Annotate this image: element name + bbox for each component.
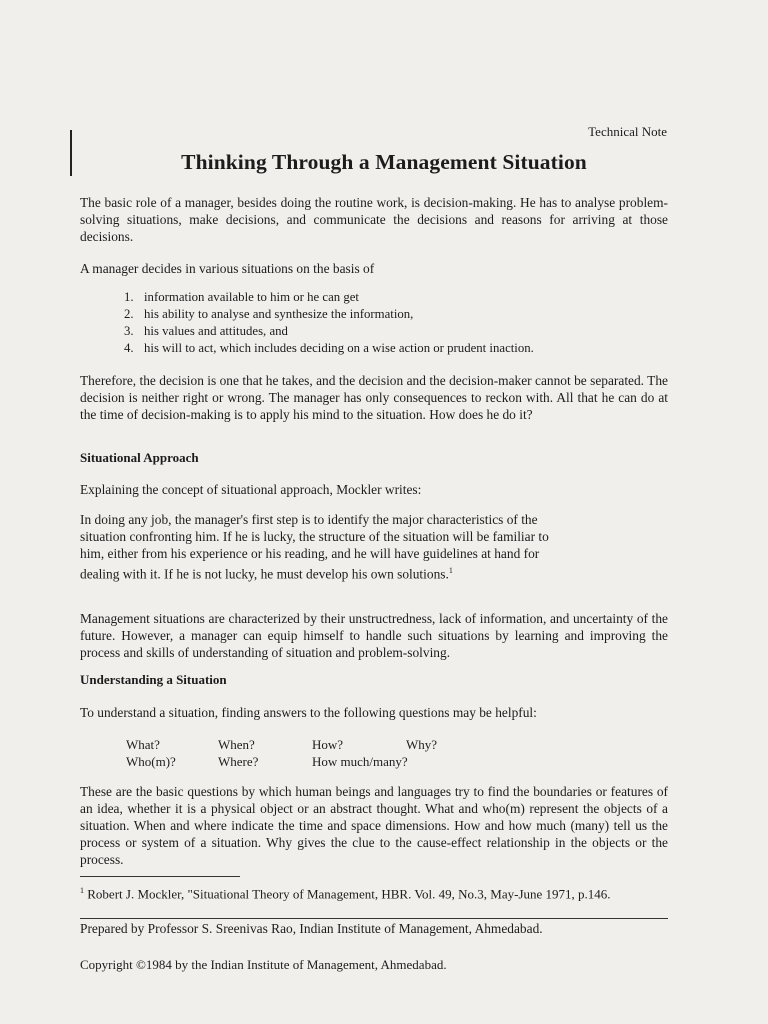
question: When? (218, 737, 255, 752)
basis-lead: A manager decides in various situations on the basis of (80, 261, 375, 276)
understanding-lead: To understand a situation, finding answers to the following questions may be helpful: (80, 705, 537, 720)
bottom-divider (80, 918, 668, 919)
questions-row (126, 736, 526, 753)
list-item: 1. information available to him or he can get (124, 290, 359, 304)
copyright: Copyright ©1984 by the Indian Institute of Management, Ahmedabad. (80, 957, 447, 972)
question: Why? (406, 737, 438, 752)
understanding-situation-heading: Understanding a Situation (80, 672, 227, 687)
mockler-lead: Explaining the concept of situational approach, Mockler writes: (80, 482, 422, 497)
footnote: $^1$ Robert J. Mockler, "Situational Theory of Management, HBR. Vol. 49, No.3, May-June 1971, p.146. (80, 886, 611, 902)
basis-list (124, 289, 534, 357)
question: Where? (218, 754, 259, 769)
list-item: 3. his values and attitudes, and (124, 324, 288, 338)
questions-grid (126, 736, 526, 770)
mockler-quote: In doing any job, the manager's first step is to identify the major characteristics of the situation confronting him. If he is lucky, the structure of the situation will be familiar to him, either from his experience or his reading, and he will have guidelines at hand for dealing with it. If he is not lucky, he must develop his own solutions.$^1$ (80, 512, 549, 582)
question: Who(m)? (126, 754, 176, 769)
question: How? (312, 737, 344, 752)
list-item: 4. his will to act, which includes deciding on a wise action or prudent inaction. (124, 341, 534, 355)
question: How much/many? (312, 754, 408, 769)
footnote-divider (80, 876, 240, 877)
list-item: 2. his ability to analyse and synthesize the information, (124, 307, 414, 321)
questions-row (126, 753, 526, 770)
intro-paragraph: The basic role of a manager, besides doing the routine work, is decision-making. He has to analyse problem-solving situations, make decisions, and communicate the decisions and reasons for arriving at those decisions. (80, 195, 668, 244)
basic-questions-paragraph: These are the basic questions by which human beings and languages try to find the boundaries or features of an idea, whether it is a physical object or an abstract thought. What and who(m) represent the objects of a situation. When and where indicate the time and space dimensions. How and how much (many) tell us the process or system of a situation. Why gives the clue to the cause-effect relationship in the objects or the process. (80, 784, 668, 867)
technical-note-label: Technical Note (588, 124, 667, 139)
situational-approach-heading: Situational Approach (80, 450, 199, 465)
prepared-by: Prepared by Professor S. Sreenivas Rao, Indian Institute of Management, Ahmedabad. (80, 921, 543, 936)
footnote-ref: 1 (448, 566, 453, 575)
management-situations-paragraph: Management situations are characterized by their unstructredness, lack of information, and uncertainty of the future. However, a manager can equip himself to handle such situations by learning and improving the process and skills of understanding of situation and problem-solving. (80, 611, 668, 660)
document-title: Thinking Through a Management Situation (181, 150, 587, 174)
therefore-paragraph: Therefore, the decision is one that he takes, and the decision and the decision-maker cannot be separated. The decision is neither right or wrong. The manager has only consequences to reckon with. All that he can do at the time of decision-making is to apply his mind to the situation. How does he do it? (80, 373, 668, 422)
question: What? (126, 737, 160, 752)
